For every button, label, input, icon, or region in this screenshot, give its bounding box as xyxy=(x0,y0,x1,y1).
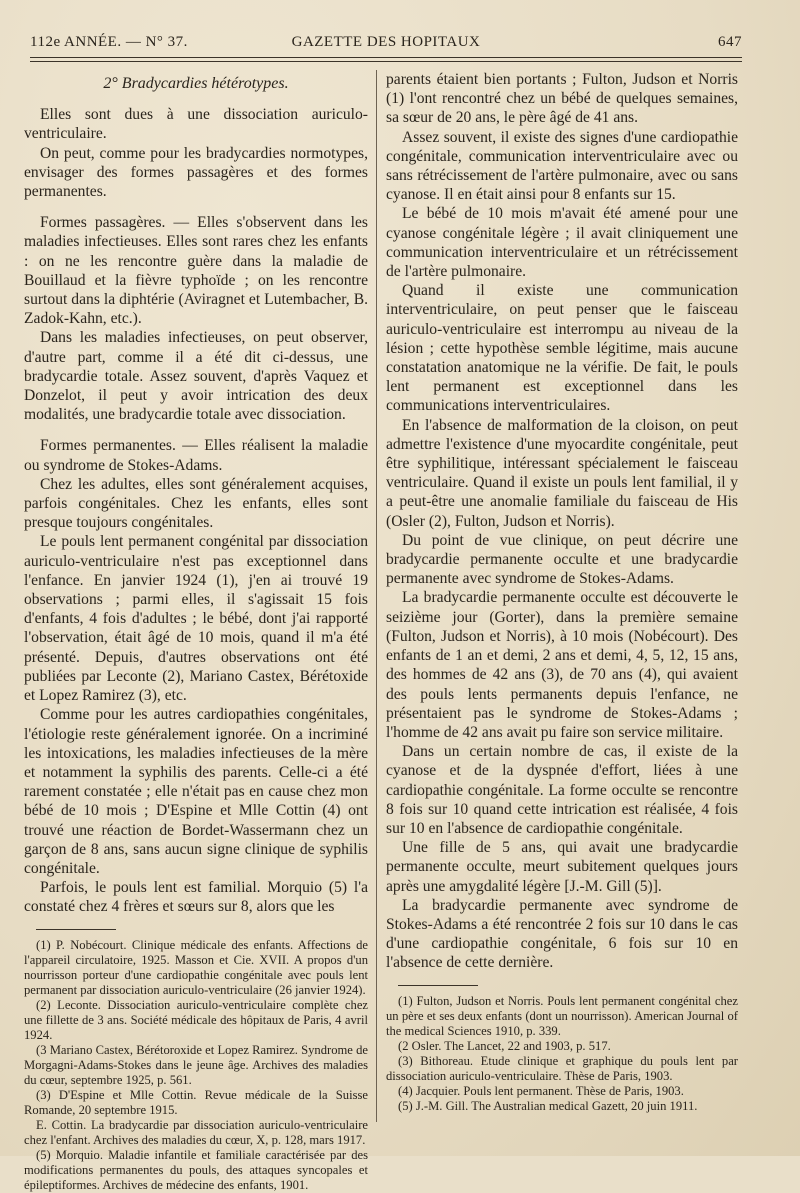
paragraph: Assez souvent, il existe des signes d'une cardiopathie congénitale, communication interventriculaire avec ou sans rétrécissement de l'artère pulmonaire, avec ou sans cyanose. Il en était ainsi pour 8 enfants sur 15. xyxy=(386,128,738,204)
footnote: (1) P. Nobécourt. Clinique médicale des enfants. Affections de l'appareil circulatoire, 1925. Masson et Cie. XVII. A propos d'un nourrisson porteur d'une cardiopathie congénitale avec pouls lent permanent par dissociation auriculo-ventriculaire (26 janvier 1924). xyxy=(24,937,368,997)
paragraph: En l'absence de malformation de la cloison, on peut admettre l'existence d'une myocardite congénitale, peut être syphilitique, intéressant spécialement le faisceau ventriculaire. Quand il existe un pouls lent familial, il y a peut-être une anomalie familiale du faisceau de His (Osler (2), Fulton, Judson et Norris). xyxy=(386,416,738,530)
paragraph: parents étaient bien portants ; Fulton, Judson et Norris (1) l'ont rencontré chez un bébé de quelques semaines, sa sœur de 20 ans, le père âgé de 41 ans. xyxy=(386,71,738,127)
paragraph: On peut, comme pour les bradycardies normotypes, envisager des formes passagères et des formes permanentes. xyxy=(24,144,368,201)
section-heading: 2° Bradycardies hétérotypes. xyxy=(103,75,289,92)
paragraph: Dans un certain nombre de cas, il existe de la cyanose et de la dyspnée d'effort, liées à une cardiopathie congénitale. La forme occulte se rencontre 8 fois sur 10 quand cette intrication est réalisée, 4 fois sur 10 en l'absence de cardiopathie congénitale. xyxy=(386,743,738,837)
paragraph: La bradycardie permanente occulte est découverte le seizième jour (Gorter), dans la première semaine (Fulton, Judson et Norris), à 10 mois (Nobécourt). Des enfants de 1 an et demi, 2 ans et demi, 4, 5, 12, 15 ans, des hommes de 42 ans (3), de 70 ans (4), qui avaient des pouls lents permanents depuis l'enfance, ne présentaient pas le syndrome de Stokes-Adams ; l'homme de 42 ans avait pu faire son service militaire. xyxy=(386,589,738,741)
paragraph: Du point de vue clinique, on peut décrire une bradycardie permanente occulte et une bradycardie permanente avec syndrome de Stokes-Adams. xyxy=(386,531,738,588)
footnote: (5) Morquio. Maladie infantile et familiale caractérisée par des modifications permanentes du pouls, des attaques syncopales et épileptiformes. Archives de médecine des enfants, 1901. xyxy=(24,1147,368,1192)
paragraph-formes-passageres: Formes passagères. — Elles s'observent dans les maladies infectieuses. Elles sont rares chez les enfants : on ne les rencontre guère dans la maladie de Bouillaud et la fièvre typhoïde ; on les rencontre surtout dans la diphtérie (Aviragnet et Lutembacher, B. Zadok-Kahn, etc.). xyxy=(24,214,368,328)
footnote: (3 Mariano Castex, Bérétoroxide et Lopez Ramirez. Syndrome de Morgagni-Adams-Stokes dans le jeune âge. Archives des maladies du cœur, septembre 1925, p. 561. xyxy=(24,1042,368,1087)
page-header xyxy=(30,34,742,54)
footnote: (2 Osler. The Lancet, 22 and 1903, p. 517. xyxy=(398,1038,611,1053)
footnote: (1) Fulton, Judson et Norris. Pouls lent permanent congénital chez un père et ses deux enfants (dont un nourrisson). American Journal of the medical Sciences 1910, p. 339. xyxy=(386,993,738,1038)
paragraph: Le bébé de 10 mois m'avait été amené pour une cyanose congénitale légère ; il avait cliniquement une communication interventriculaire et un rétrécissement de l'artère pulmonaire. xyxy=(386,205,738,281)
footnote-rule xyxy=(398,985,478,986)
paragraph: Chez les adultes, elles sont généralement acquises, parfois congénitales. Chez les enfants, elles sont presque toujours congénitales. xyxy=(24,475,368,532)
footnote: E. Cottin. La bradycardie par dissociation auriculo-ventriculaire chez l'enfant. Archives des maladies du cœur, X, p. 128, mars 1917. xyxy=(24,1117,368,1147)
paragraph: Dans les maladies infectieuses, on peut observer, d'autre part, comme il a été dit ci-dessus, une bradycardie totale. Assez souvent, d'après Vaquez et Donzelot, il peut y avoir intrication des deux modalités, une bradycardie totale avec dissociation. xyxy=(24,329,368,424)
paragraph: Une fille de 5 ans, qui avait une bradycardie permanente occulte, meurt subitement quelques jours après une amygdalité légère [J.-M. Gill (5)]. xyxy=(386,839,738,895)
publication-title: GAZETTE DES HOPITAUX xyxy=(291,34,481,50)
header-rule-double xyxy=(30,61,742,62)
footnote: (5) J.-M. Gill. The Australian medical Gazett, 20 juin 1911. xyxy=(398,1098,698,1113)
left-column xyxy=(24,70,368,1193)
paragraph: Parfois, le pouls lent est familial. Morquio (5) l'a constaté chez 4 frères et sœurs sur 8, alors que les xyxy=(24,879,368,916)
paragraph-formes-permanentes: Formes permanentes. — Elles réalisent la maladie ou syndrome de Stokes-Adams. xyxy=(24,437,368,474)
column-separator xyxy=(376,70,377,1122)
issue-label: 112e ANNÉE. — N° 37. xyxy=(30,34,188,50)
right-column xyxy=(386,70,738,1114)
footnote: (4) Jacquier. Pouls lent permanent. Thèse de Paris, 1903. xyxy=(398,1083,684,1098)
footnote: (3) D'Espine et Mlle Cottin. Revue médicale de la Suisse Romande, 20 septembre 1915. xyxy=(24,1087,368,1117)
header-rule xyxy=(30,57,742,58)
paragraph: La bradycardie permanente avec syndrome de Stokes-Adams a été rencontrée 2 fois sur 10 dans le cas d'une cardiopathie congénitale, 6 fois sur 10 en l'absence de cette dernière. xyxy=(386,896,738,972)
paragraph: Le pouls lent permanent congénital par dissociation auriculo-ventriculaire n'est pas exceptionnel dans l'enfance. En janvier 1924 (1), j'en ai trouvé 19 observations ; parmi elles, il s'agissait 15 fois d'enfants, 4 fois d'adultes ; le bébé, dont j'ai rapporté l'observation, était âgé de 10 mois, quand il m'a été présenté. Depuis, d'autres observations ont été publiées par Leconte (2), Mariano Castex, Bérétoxide et Lopez Ramirez (3), etc. xyxy=(24,533,368,705)
footnote-rule xyxy=(36,929,116,930)
paragraph: Elles sont dues à une dissociation auriculo-ventriculaire. xyxy=(24,106,368,143)
paragraph: Quand il existe une communication interventriculaire, on peut penser que le faisceau auriculo-ventriculaire est interrompu au niveau de la lésion ; cette hypothèse semble légitime, mais aucune constatation anatomique ne la vérifie. De fait, le pouls lent permanent est exceptionnel dans les communications interventriculaires. xyxy=(386,282,738,415)
paragraph: Comme pour les autres cardiopathies congénitales, l'étiologie reste généralement ignorée. On a incriminé les intoxications, les maladies infectieuses de la mère et notamment la syphilis des parents. Celle-ci a été rarement constatée ; elle n'était pas en cause chez mon bébé de 10 mois ; D'Espine et Mlle Cottin (4) ont trouvé une réaction de Bordet-Wassermann chez un garçon de 8 ans, sans aucun signe clinique de syphilis congénitale. xyxy=(24,706,368,877)
footnote: (3) Bithoreau. Etude clinique et graphique du pouls lent par dissociation auriculo-ventriculaire. Thèse de Paris, 1903. xyxy=(386,1053,738,1083)
page-number: 647 xyxy=(718,34,742,50)
footnote: (2) Leconte. Dissociation auriculo-ventriculaire complète chez une fillette de 3 ans. Société médicale des hôpitaux de Paris, 4 avril 1924. xyxy=(24,997,368,1042)
